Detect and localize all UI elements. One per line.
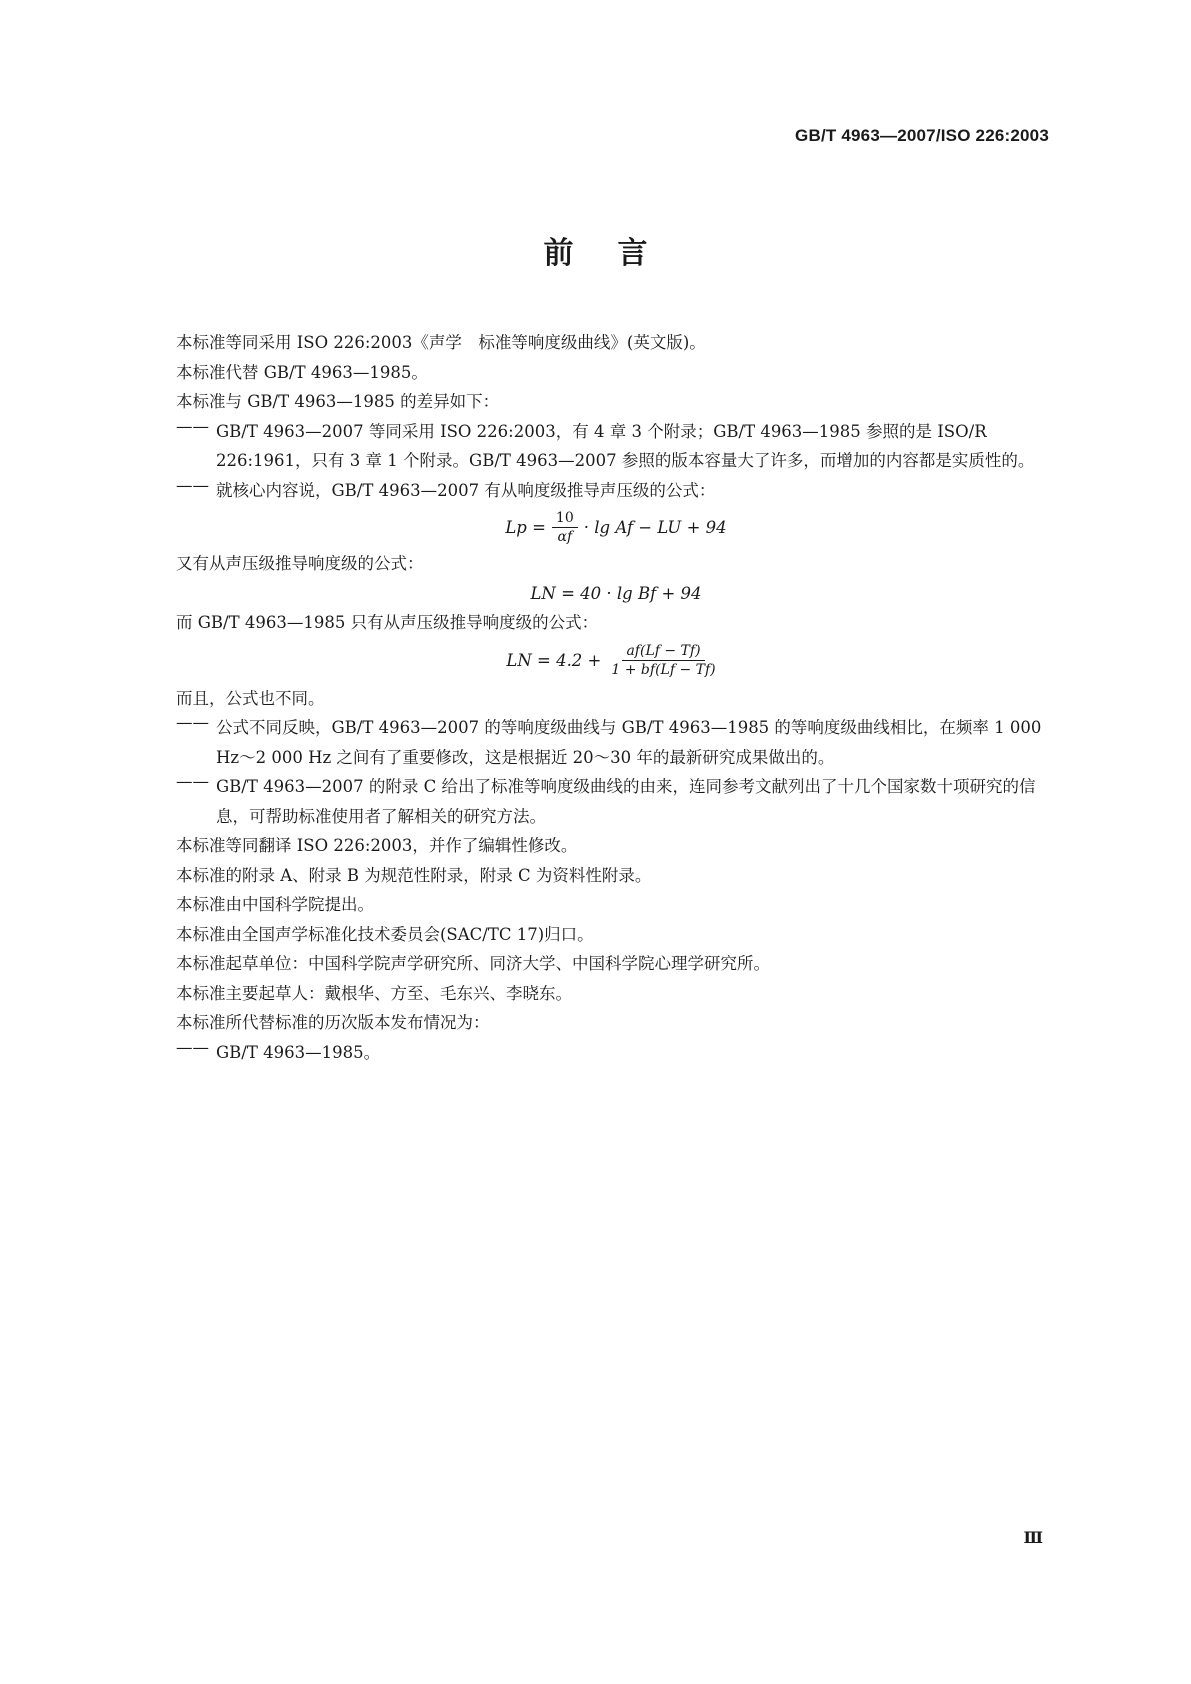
formula-ln: LN = 40 · lg Bf + 94 bbox=[530, 583, 702, 603]
dash-item-text: 就核心内容说，GB/T 4963—2007 有从响度级推导声压级的公式： bbox=[216, 480, 716, 500]
formula-rhs: · lg Af − LU + 94 bbox=[583, 517, 727, 537]
dash-item-text: GB/T 4963—1985。 bbox=[216, 1042, 381, 1062]
dash-item-text: GB/T 4963—2007 等同采用 ISO 226:2003，有 4 章 3 个附录；GB/T 4963—1985 参照的是 ISO/R 226:1961，只有 3 章 1 个附录。GB/T 4963—2007 参照的版本容量大了许多，而增加的内容都是实质性的。 bbox=[216, 421, 1035, 470]
paragraph: 本标准代替 GB/T 4963—1985。 bbox=[176, 362, 428, 382]
paragraph: 本标准起草单位：中国科学院声学研究所、同济大学、中国科学院心理学研究所。 bbox=[176, 954, 770, 973]
page-number: Ⅲ bbox=[1023, 1528, 1043, 1547]
paragraph: 又有从声压级推导响度级的公式： bbox=[176, 554, 424, 573]
dash-marker: —— bbox=[176, 1037, 209, 1057]
formula-lhs: LN = 4.2 + bbox=[506, 651, 602, 670]
paragraph: 本标准等同采用 ISO 226:2003《声学 标准等响度级曲线》(英文版)。 bbox=[176, 333, 706, 352]
paragraph: 而 GB/T 4963—1985 只有从声压级推导响度级的公式： bbox=[176, 613, 599, 632]
formula-numerator: 10 bbox=[552, 509, 578, 528]
dash-item bbox=[176, 772, 1056, 831]
paragraph: 本标准由全国声学标准化技术委员会(SAC/TC 17)归口。 bbox=[176, 924, 594, 944]
formula-lp bbox=[176, 505, 1056, 549]
paragraph: 本标准主要起草人：戴根华、方至、毛东兴、李晓东。 bbox=[176, 983, 572, 1003]
formula-numerator: af(Lf − Tf) bbox=[622, 642, 704, 661]
formula-denominator: 1 + bf(Lf − Tf) bbox=[611, 662, 716, 678]
paragraph: 而且，公式也不同。 bbox=[176, 688, 325, 708]
dash-marker: —— bbox=[176, 475, 209, 495]
paragraph: 本标准等同翻译 ISO 226:2003，并作了编辑性修改。 bbox=[176, 836, 578, 855]
dash-item-text: GB/T 4963—2007 的附录 C 给出了标准等响度级曲线的由来，连同参考文献列出了十几个国家数十项研究的信息，可帮助标准使用者了解相关的研究方法。 bbox=[216, 777, 1036, 826]
dash-item bbox=[176, 417, 1056, 476]
foreword-body bbox=[176, 328, 1056, 1067]
paragraph: 本标准与 GB/T 4963—1985 的差异如下： bbox=[176, 392, 500, 411]
dash-marker: —— bbox=[176, 416, 209, 436]
formula-fraction bbox=[552, 509, 578, 546]
paragraph: 本标准由中国科学院提出。 bbox=[176, 895, 374, 914]
dash-item bbox=[176, 1038, 1056, 1068]
formula-denominator: αf bbox=[557, 528, 573, 545]
dash-item bbox=[176, 476, 1056, 506]
standard-id-header: GB/T 4963—2007/ISO 226:2003 bbox=[795, 126, 1049, 145]
dash-marker: —— bbox=[176, 772, 209, 791]
paragraph: 本标准的附录 A、附录 B 为规范性附录，附录 C 为资料性附录。 bbox=[176, 865, 652, 885]
formula-ln-1985 bbox=[176, 638, 1056, 684]
dash-item bbox=[176, 713, 1056, 772]
formula-fraction bbox=[607, 642, 719, 679]
formula-lhs: Lp = bbox=[505, 517, 546, 537]
paragraph: 本标准所代替标准的历次版本发布情况为： bbox=[176, 1013, 490, 1032]
dash-item-text: 公式不同反映，GB/T 4963—2007 的等响度级曲线与 GB/T 4963—1985 的等响度级曲线相比，在频率 1 000 Hz～2 000 Hz 之间有了重要修改，这是根据近 20～30 年的最新研究成果做出的。 bbox=[216, 718, 1042, 767]
dash-marker: —— bbox=[176, 713, 209, 732]
page-title: 前言 bbox=[543, 236, 692, 271]
